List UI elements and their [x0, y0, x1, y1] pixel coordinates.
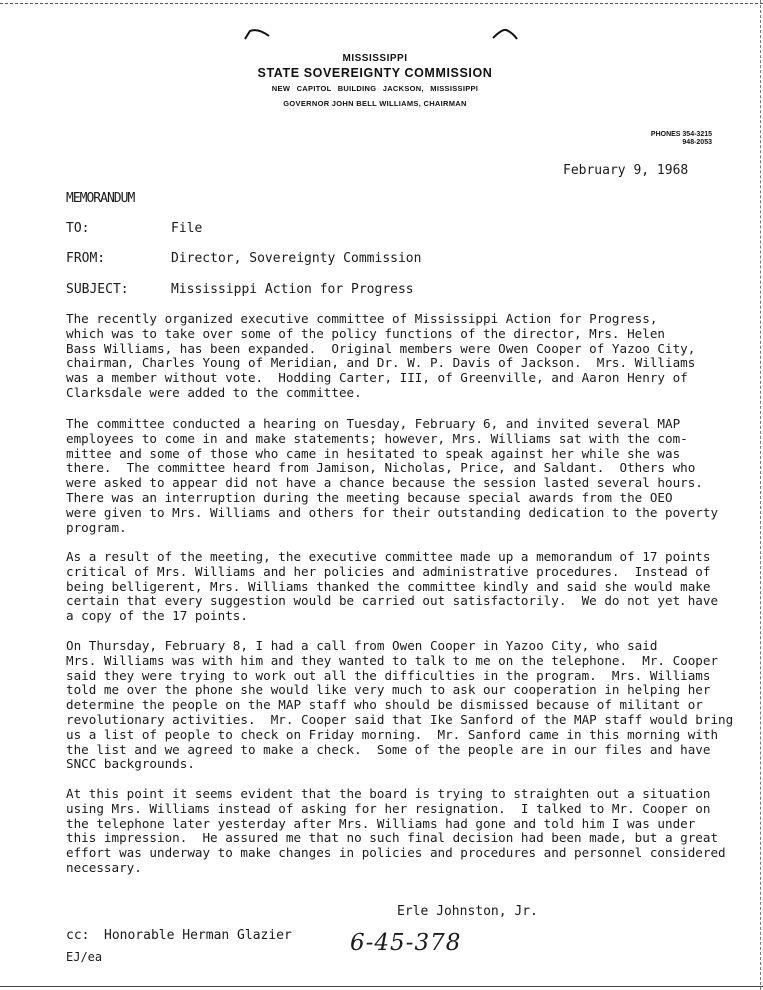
- body-paragraph-3: As a result of the meeting, the executive committee made up a memorandum of 17 points critical of Mrs. Williams and her policies and administrative procedures. Instead of being belligerent, Mrs. Williams thanked the committee kindly and said she would make certain that every suggestion would be carried out satisfactorily. We do not yet have a copy of the 17 points.: [66, 549, 719, 624]
- body-paragraph-1: The recently organized executive committee of Mississippi Action for Progress, which was to take over some of the policy functions of the director, Mrs. Helen Bass Williams, has been expanded. Original members were Owen Cooper of Yazoo City, chairman, Charles Young of Meridian, and Dr. W. P. Davis of Jackson. Mrs. Williams was a member without vote. Hodding Carter, III, of Greenville, and Aaron Henry of Clarksdale were added to the committee.: [66, 311, 696, 400]
- to-label: TO:: [66, 221, 90, 236]
- body-paragraph-4: On Thursday, February 8, I had a call from Owen Cooper in Yazoo City, who said Mrs. Williams was with him and they wanted to talk to me on the telephone. Mr. Cooper said they were trying to work out all the difficulties in the program. Mrs. Williams told me over the phone she would like very much to ask our cooperation in helping her determine the people on the MAP staff who should be dismissed because of militant or revolutionary activities. Mr. Cooper said that Ike Sanford of the MAP staff would bring us a list of people to check on Friday morning. Mr. Sanford came in this morning with the list and we agreed to make a check. Some of the people are in our files and have SNCC backgrounds.: [66, 638, 734, 772]
- letterhead-state: MISSISSIPPI: [342, 53, 408, 64]
- carbon-copy: [66, 928, 292, 943]
- handwritten-file-number: 6-45-378: [350, 930, 462, 956]
- typist-initials: EJ/ea: [66, 950, 103, 964]
- seal-mark-right: [492, 28, 518, 40]
- subject-label: SUBJECT:: [66, 282, 129, 297]
- letterhead: [230, 52, 520, 112]
- memo-date: February 9, 1968: [563, 163, 689, 178]
- phone-line-2: 948-2053: [682, 139, 712, 146]
- letterhead-governor: GOVERNOR JOHN BELL WILLIAMS, CHAIRMAN: [283, 99, 467, 108]
- seal-mark-left: [244, 28, 270, 40]
- from-label: FROM:: [66, 251, 106, 266]
- page-bottom-edge: [0, 986, 763, 987]
- subject-value: Mississippi Action for Progress: [171, 282, 414, 297]
- body-paragraph-5: At this point it seems evident that the board is trying to straighten out a situation using Mrs. Williams instead of asking for her resignation. I talked to Mr. Cooper on the telephone later yesterday after Mrs. Williams had gone and told him I was under this impression. He assured me that no such final decision had been made, but a great effort was underway to make changes in policies and procedures and personnel considered necessary.: [66, 786, 726, 875]
- page-right-edge: [760, 0, 761, 990]
- cc-recipient: Honorable Herman Glazier: [104, 928, 292, 943]
- body-paragraph-2: The committee conducted a hearing on Tuesday, February 6, and invited several MAP employees to come in and make statements; however, Mrs. Williams sat with the com- mittee and some of those who came in hesitated to speak against her while she was there. The committee heard from Jamison, Nicholas, Price, and Saldant. Others who were asked to appear did not have a chance because the session lasted several hours. There was an interruption during the meeting because special awards from the OEO were given to Mrs. Williams and others for their outstanding dedication to the poverty program.: [66, 416, 719, 535]
- letterhead-building: NEW CAPITOL BUILDING: [271, 84, 377, 93]
- signature: Erle Johnston, Jr.: [397, 904, 538, 919]
- page-top-edge: [0, 3, 763, 4]
- from-value: Director, Sovereignty Commission: [171, 251, 422, 266]
- phone-line-1: PHONES 354-3215: [650, 131, 712, 138]
- memo-to-field: [66, 221, 202, 236]
- memo-from-field: [66, 251, 421, 266]
- letterhead-city: JACKSON, MISSISSIPPI: [382, 84, 479, 93]
- memo-heading: MEMORANDUM: [66, 191, 135, 206]
- phone-numbers: [600, 131, 712, 147]
- memo-subject-field: [66, 282, 414, 297]
- cc-label: cc:: [66, 928, 90, 943]
- letterhead-address: [230, 82, 520, 96]
- to-value: File: [171, 221, 203, 236]
- letterhead-commission: STATE SOVEREIGNTY COMMISSION: [257, 66, 493, 80]
